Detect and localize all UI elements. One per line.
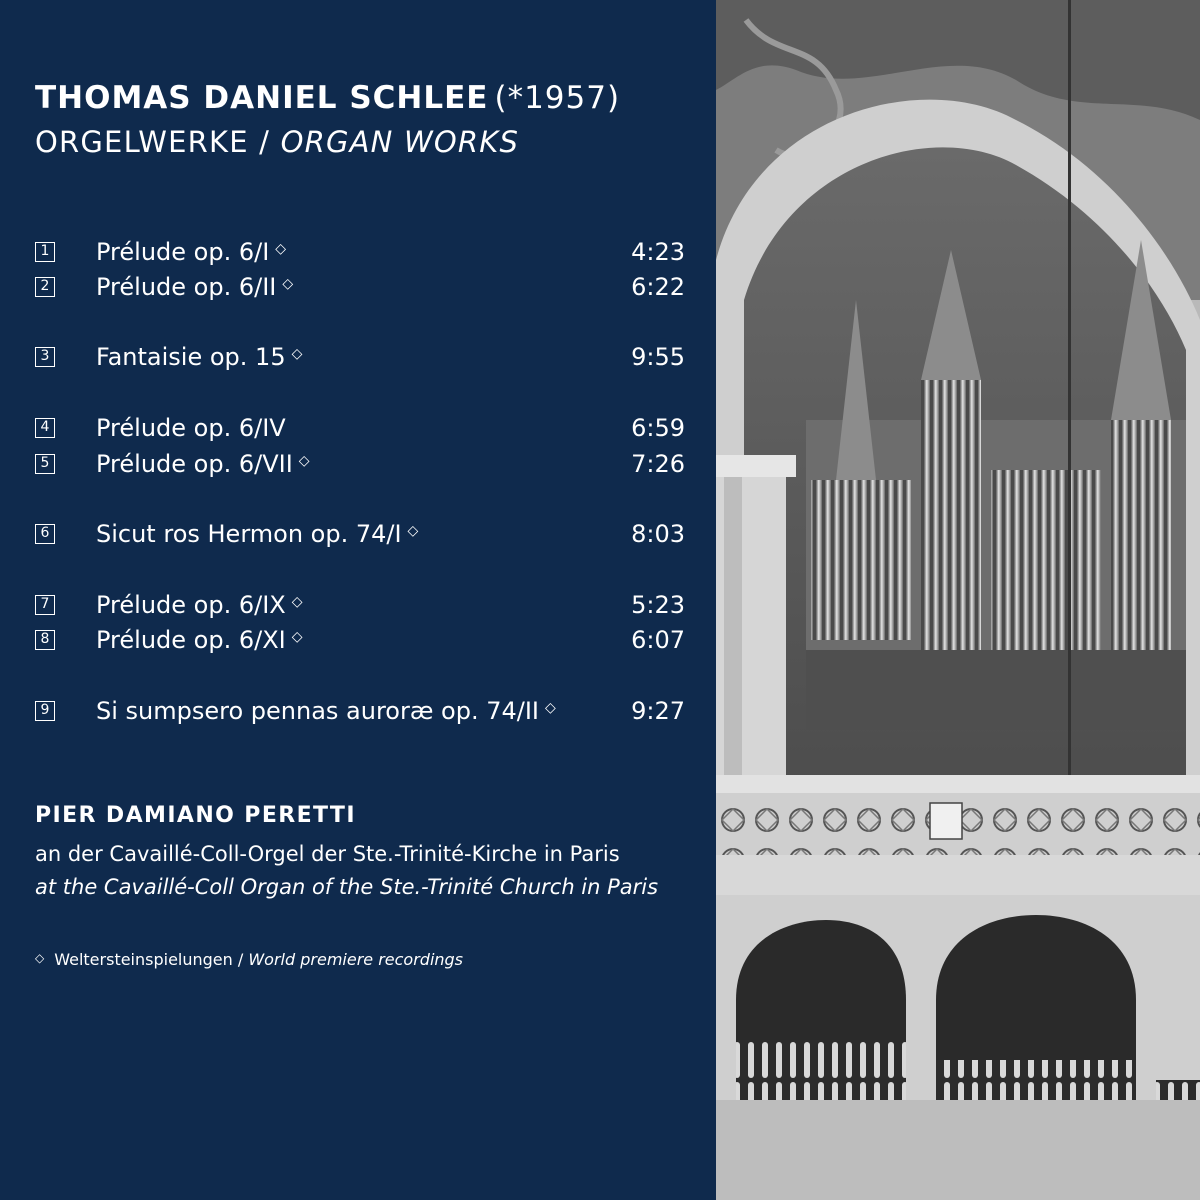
footnote	[35, 950, 463, 969]
track-title: Fantaisie op. 15	[96, 343, 286, 371]
track-title-wrap	[96, 273, 293, 301]
premiere-diamond-icon: ◇	[291, 346, 303, 362]
track-duration: 4:23	[631, 238, 685, 266]
track-title: Prélude op. 6/XI	[96, 626, 286, 654]
track-duration: 9:55	[631, 343, 685, 371]
premiere-diamond-icon: ◇	[291, 629, 303, 645]
track-title-wrap	[96, 591, 303, 619]
track-row	[35, 591, 685, 623]
track-number: 4	[35, 418, 55, 438]
location-german: an der Cavaillé-Coll-Orgel der Ste.-Trinité-Kirche in Paris	[35, 842, 620, 866]
premiere-diamond-icon: ◇	[545, 700, 556, 716]
church-organ-illustration	[716, 0, 1200, 1200]
track-number: 3	[35, 347, 55, 367]
track-title: Prélude op. 6/IX	[96, 591, 286, 619]
track-title-wrap	[96, 450, 310, 478]
track-duration: 6:59	[631, 414, 685, 442]
track-number: 2	[35, 277, 55, 297]
organ-photo	[716, 0, 1200, 1200]
track-duration: 5:23	[631, 591, 685, 619]
subtitle-german: ORGELWERKE /	[35, 125, 271, 159]
track-title: Sicut ros Hermon op. 74/I	[96, 520, 402, 548]
subtitle-english: ORGAN WORKS	[280, 125, 520, 159]
premiere-diamond-icon: ◇	[407, 523, 419, 539]
track-title: Prélude op. 6/II	[96, 273, 277, 301]
track-title-wrap	[96, 238, 286, 266]
premiere-diamond-icon: ◇	[298, 453, 310, 469]
track-duration: 7:26	[631, 450, 685, 478]
composer-heading	[35, 80, 620, 116]
composer-name: THOMAS DANIEL SCHLEE	[35, 80, 489, 116]
track-title-wrap	[96, 414, 292, 442]
track-row	[35, 520, 685, 552]
track-number: 1	[35, 242, 55, 262]
track-number: 6	[35, 524, 55, 544]
track-duration: 6:07	[631, 626, 685, 654]
track-title: Prélude op. 6/IV	[96, 414, 286, 442]
premiere-diamond-icon: ◇	[282, 276, 294, 292]
track-title: Prélude op. 6/VII	[96, 450, 293, 478]
composer-dates: (*1957)	[494, 80, 621, 116]
location-english: at the Cavaillé-Coll Organ of the Ste.-Trinité Church in Paris	[35, 875, 659, 899]
track-row	[35, 343, 685, 375]
track-row	[35, 238, 685, 270]
track-row	[35, 450, 685, 482]
track-row	[35, 273, 685, 305]
track-number: 5	[35, 454, 55, 474]
clock-icon	[930, 803, 962, 839]
track-number: 9	[35, 701, 55, 721]
track-duration: 6:22	[631, 273, 685, 301]
track-title: Prélude op. 6/I	[96, 238, 270, 266]
track-row	[35, 414, 685, 446]
track-number: 8	[35, 630, 55, 650]
premiere-diamond-icon: ◇	[35, 951, 45, 965]
album-subtitle	[35, 125, 519, 159]
footnote-german: Weltersteinspielungen /	[54, 950, 244, 969]
track-number: 7	[35, 595, 55, 615]
track-title-wrap	[96, 520, 418, 548]
performer-name: PIER DAMIANO PERETTI	[35, 803, 356, 828]
track-title-wrap	[96, 626, 303, 654]
track-duration: 9:27	[631, 697, 685, 725]
premiere-diamond-icon: ◇	[291, 594, 303, 610]
track-duration: 8:03	[631, 520, 685, 548]
track-title-wrap	[96, 697, 556, 725]
track-title: Si sumpsero pennas auroræ op. 74/II	[96, 697, 540, 725]
track-row	[35, 626, 685, 658]
track-title-wrap	[96, 343, 302, 371]
gallery-rail	[716, 775, 1200, 793]
premiere-diamond-icon: ◇	[275, 241, 287, 257]
footnote-english: World premiere recordings	[248, 950, 464, 969]
track-row	[35, 697, 685, 729]
